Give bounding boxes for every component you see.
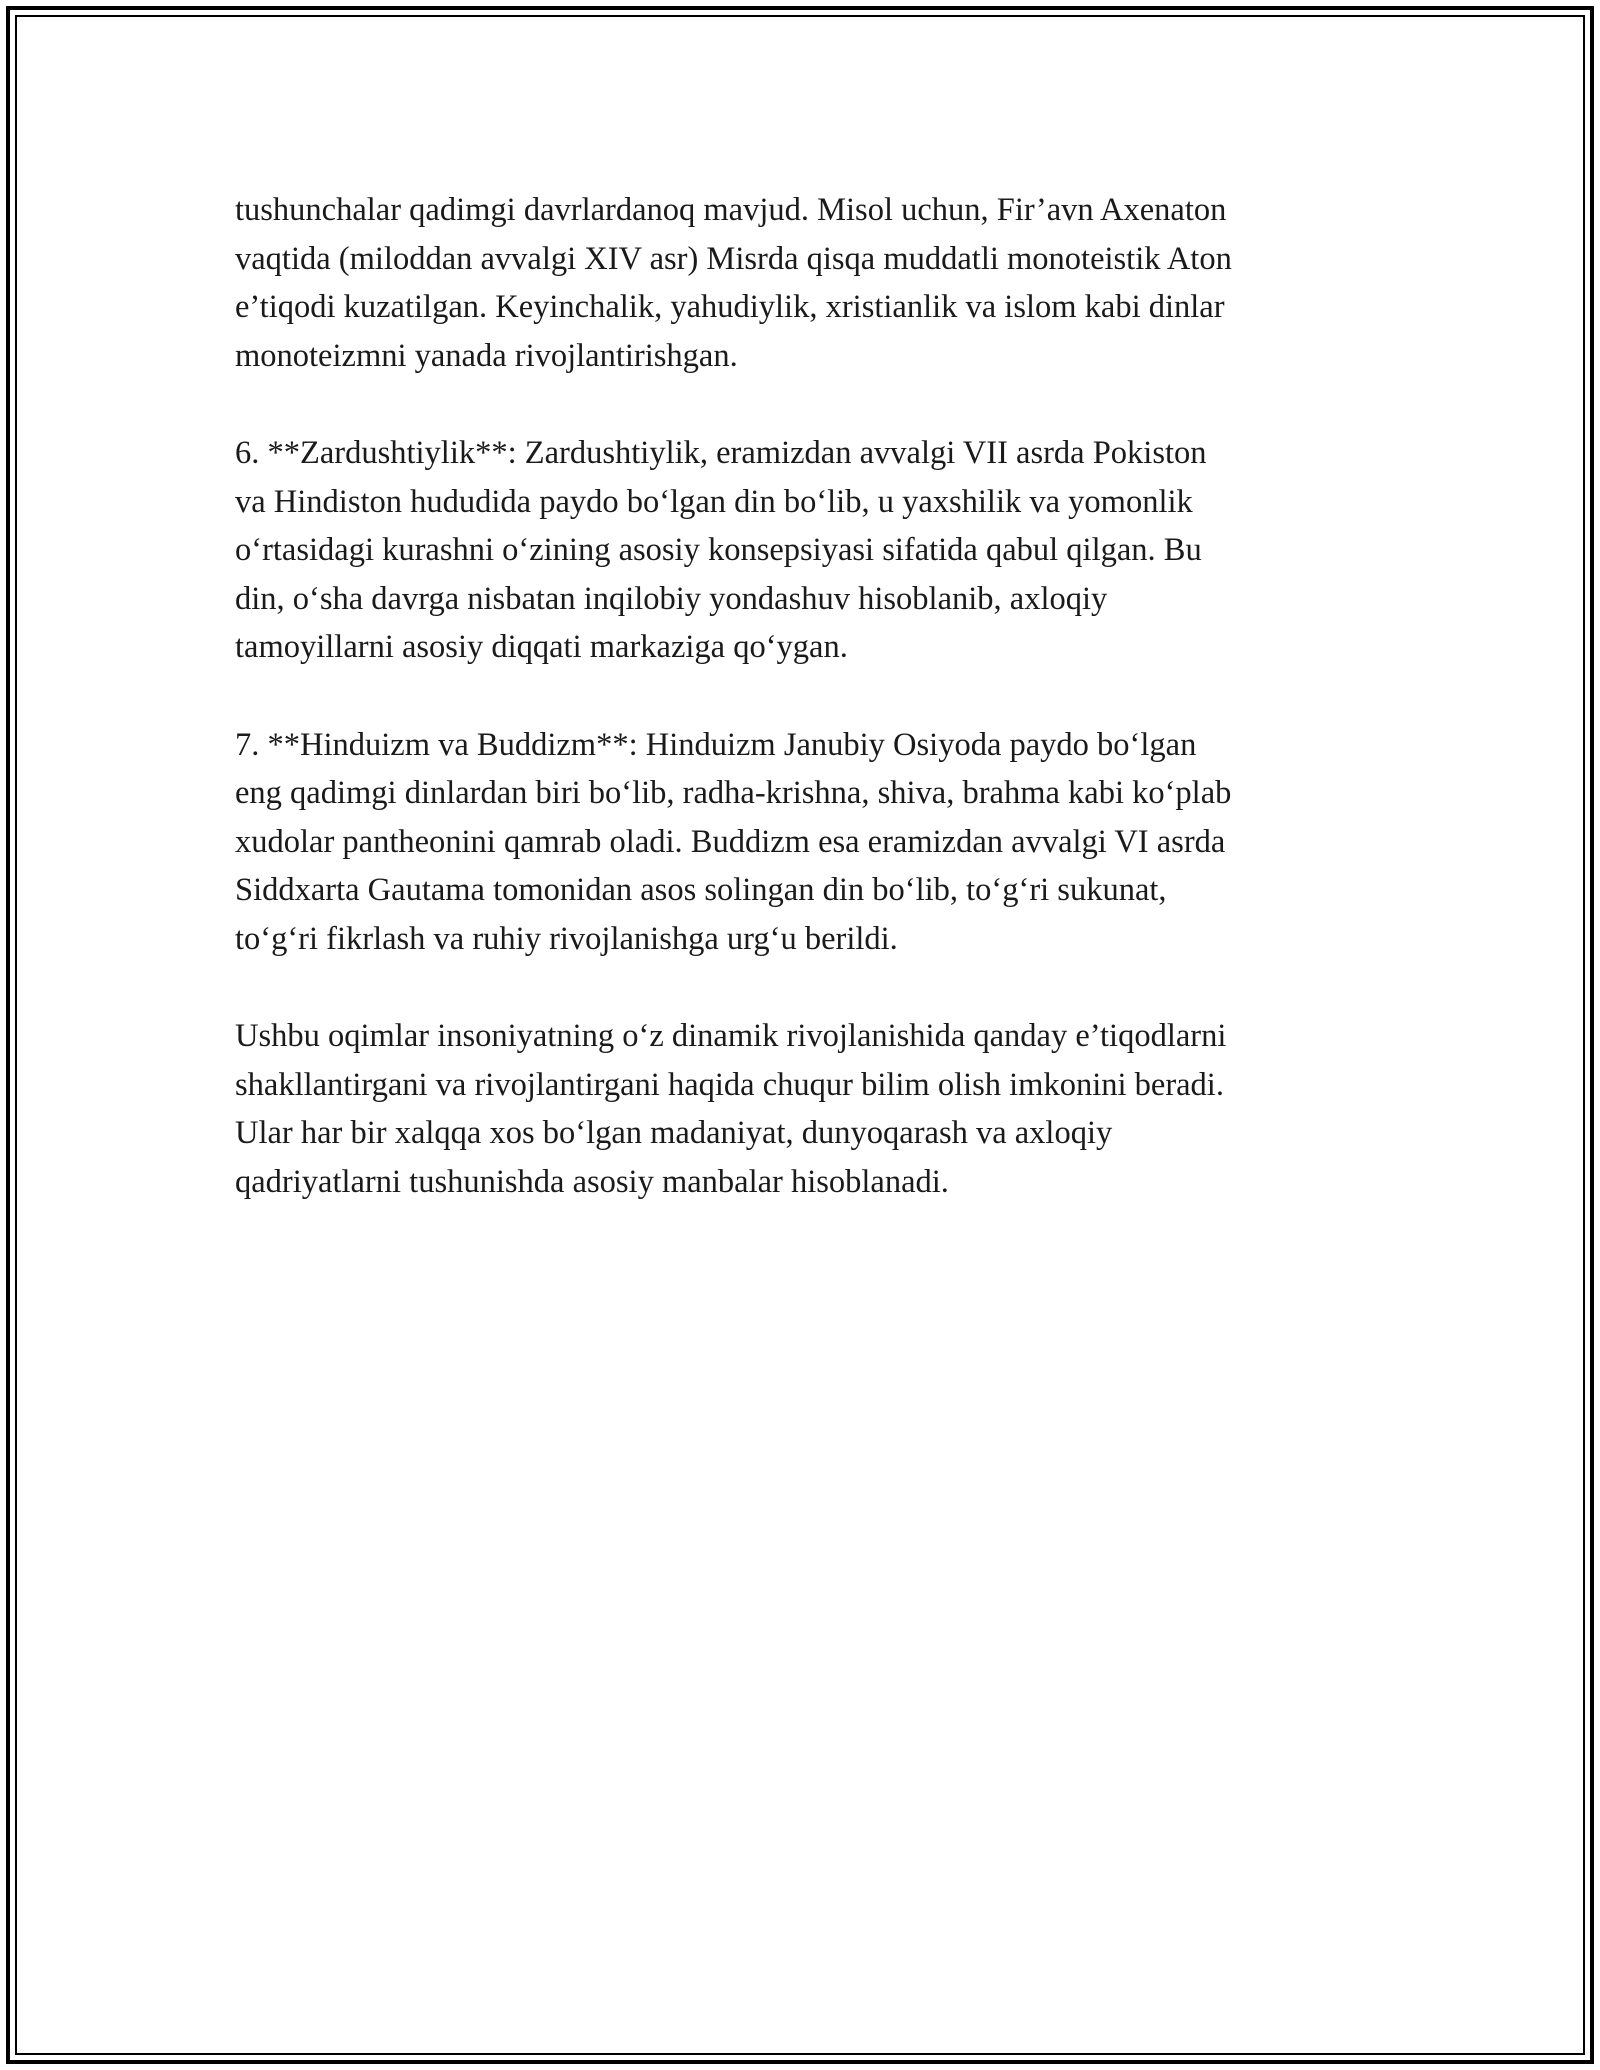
paragraph-monotheism-continued: tushunchalar qadimgi davrlardanoq mavjud. Misol uchun, Fir’avn Axenaton vaqtida (miloddan avvalgi XIV asr) Misrda qisqa muddatli monoteistik Aton e’tiqodi kuzatilgan. Keyinchalik, yahudiylik, xristianlik va islom kabi dinlar monoteizmni yanada rivojlantirishgan.: [235, 192, 1232, 374]
paragraph-zoroastrianism: 6. **Zardushtiylik**: Zardushtiylik, eramizdan avvalgi VII asrda Pokiston va Hindiston hududida paydo bo‘lgan din bo‘lib, u yaxshilik va yomonlik o‘rtasidagi kurashni o‘zining asosiy konsepsiyasi sifatida qabul qilgan. Bu din, o‘sha davrga nisbatan inqilobiy yondashuv hisoblanib, axloqiy tamoyillarni asosiy diqqati markaziga qo‘ygan.: [235, 435, 1207, 665]
paragraph-hinduism-buddhism: 7. **Hinduizm va Buddizm**: Hinduizm Janubiy Osiyoda paydo bo‘lgan eng qadimgi dinlardan biri bo‘lib, radha-krishna, shiva, brahma kabi ko‘plab xudolar pantheonini qamrab oladi. Buddizm esa eramizdan avvalgi VI asrda Siddxarta Gautama tomonidan asos solingan din bo‘lib, to‘g‘ri sukunat, to‘g‘ri fikrlash va ruhiy rivojlanishga urg‘u berildi.: [235, 726, 1232, 957]
paragraph-conclusion: Ushbu oqimlar insoniyatning o‘z dinamik rivojlanishida qanday e’tiqodlarni shakllantirgani va rivojlantirgani haqida chuqur bilim olish imkonini beradi. Ular har bir xalqqa xos bo‘lgan madaniyat, dunyoqarash va axloqiy qadriyatlarni tushunishda asosiy manbalar hisoblanadi.: [235, 1018, 1227, 1200]
document-body: [235, 186, 1405, 1255]
